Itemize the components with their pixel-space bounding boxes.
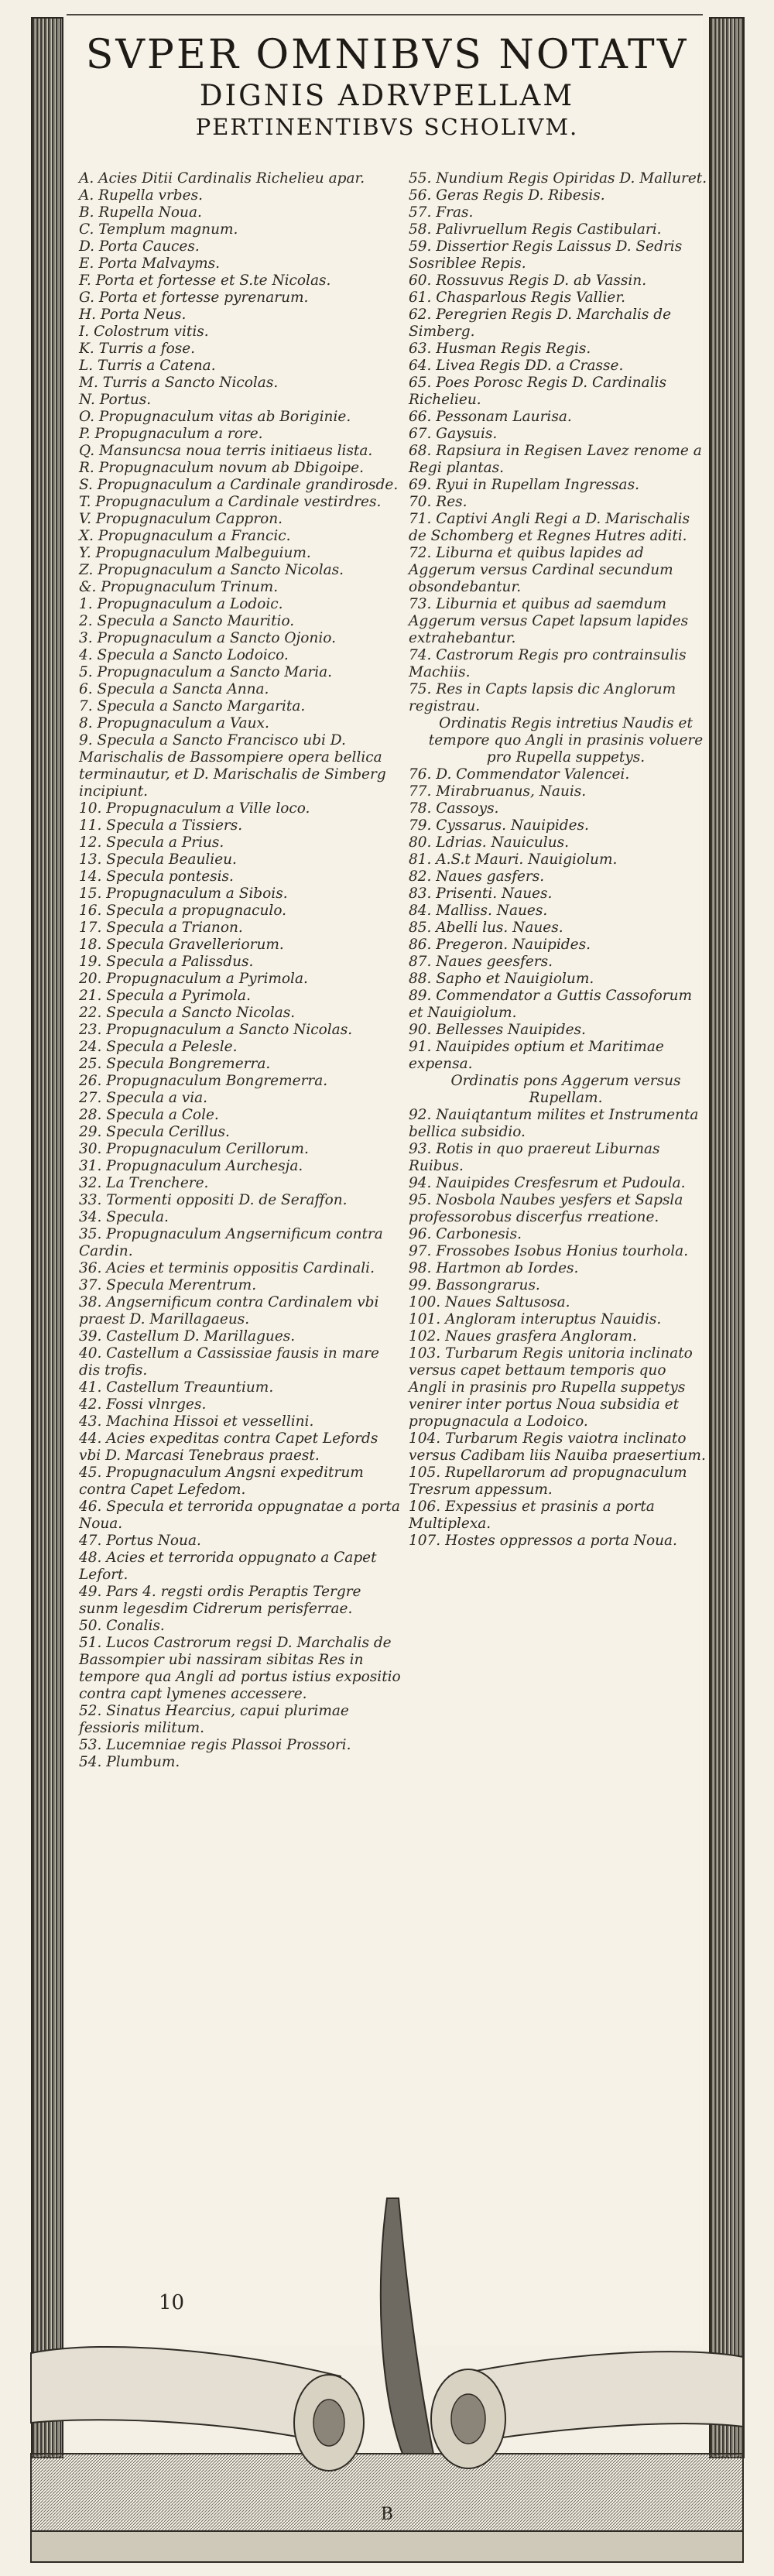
- legend-entry: A. Acies Ditii Cardinalis Richelieu apar.: [79, 170, 365, 187]
- legend-entry: Z. Propugnaculum a Sancto Nicolas.: [79, 562, 344, 578]
- legend-entry: 34. Specula.: [79, 1209, 169, 1225]
- legend-entry: 44. Acies expeditas contra Capet Lefords vbi D. Marcasi Tenebraus praest.: [79, 1430, 378, 1464]
- legend-entry: 11. Specula a Tissiers.: [79, 817, 243, 834]
- legend-entry: H. Porta Neus.: [79, 307, 187, 323]
- legend-entry: 59. Dissertior Regis Laissus D. Sedris Sosriblee Repis.: [409, 238, 683, 272]
- legend-entry: 1. Propugnaculum a Lodoic.: [79, 596, 283, 612]
- legend-entry: 4. Specula a Sancto Lodoico.: [79, 647, 289, 663]
- legend-entry: 15. Propugnaculum a Sibois.: [79, 886, 288, 902]
- legend-entry: 20. Propugnaculum a Pyrimola.: [79, 971, 308, 987]
- right-pillar-border: [709, 17, 745, 2458]
- legend-entry: 12. Specula a Prius.: [79, 834, 224, 851]
- legend-entry: 105. Rupellarorum ad propugnaculum Tresrum appessum.: [409, 1464, 687, 1498]
- legend-entry: 55. Nundium Regis Opiridas D. Malluret.: [409, 170, 707, 187]
- legend-entry: 96. Carbonesis.: [409, 1226, 522, 1242]
- legend-entry: 6. Specula a Sancta Anna.: [79, 681, 269, 697]
- legend-entry: K. Turris a fose.: [79, 341, 196, 357]
- legend-entry: 83. Prisenti. Naues.: [409, 886, 553, 902]
- legend-entry: 68. Rapsiura in Regisen Lavez renome a Regi plantas.: [409, 443, 702, 476]
- legend-entry: 53. Lucemniae regis Plassoi Prossori.: [79, 1737, 351, 1753]
- legend-entry: 70. Res.: [409, 494, 467, 510]
- legend-right-column: [409, 170, 707, 1550]
- legend-entry: F. Porta et fortesse et S.te Nicolas.: [79, 272, 331, 289]
- legend-entry: 99. Bassongrarus.: [409, 1277, 540, 1293]
- legend-entry: Ordinatis Regis intretius Naudis et tempore quo Angli in prasinis voluere pro Rupella suppetys.: [428, 715, 704, 766]
- legend-entry: 67. Gaysuis.: [409, 426, 498, 442]
- legend-entry: 21. Specula a Pyrimola.: [79, 988, 251, 1004]
- legend-entry: 24. Specula a Pelesle.: [79, 1039, 238, 1055]
- legend-entry: 56. Geras Regis D. Ribesis.: [409, 187, 605, 204]
- legend-entry: 50. Conalis.: [79, 1618, 165, 1634]
- legend-entry: 85. Abelli lus. Naues.: [409, 920, 563, 936]
- legend-entry: 63. Husman Regis Regis.: [409, 341, 591, 357]
- legend-entry: O. Propugnaculum vitas ab Boriginie.: [79, 409, 351, 425]
- legend-entry: 46. Specula et terrorida oppugnatae a porta Noua.: [79, 1499, 400, 1532]
- legend-entry: E. Porta Malvayms.: [79, 255, 221, 272]
- legend-entry: 101. Angloram interuptus Nauidis.: [409, 1311, 662, 1327]
- legend-entry: S. Propugnaculum a Cardinale grandirosde.: [79, 477, 399, 493]
- legend-entry: 79. Cyssarus. Nauipides.: [409, 817, 589, 834]
- legend-entry: 25. Specula Bongremerra.: [79, 1056, 271, 1072]
- legend-entry: 39. Castellum D. Marillagues.: [79, 1328, 296, 1345]
- legend-entry: 88. Sapho et Nauigiolum.: [409, 971, 594, 987]
- legend-entry: Y. Propugnaculum Malbeguium.: [79, 545, 311, 561]
- legend-entry: 107. Hostes oppressos a porta Noua.: [409, 1533, 677, 1549]
- legend-entry: 102. Naues grasfera Angloram.: [409, 1328, 637, 1345]
- legend-entry: 74. Castrorum Regis pro contrainsulis Machiis.: [409, 647, 687, 680]
- document-title: [77, 31, 697, 141]
- legend-entry: 78. Cassoys.: [409, 800, 499, 817]
- left-pillar-border: [31, 17, 63, 2458]
- plate-letter: B: [380, 2505, 394, 2524]
- legend-entry: 10. Propugnaculum a Ville loco.: [79, 800, 310, 817]
- legend-entry: L. Turris a Catena.: [79, 358, 216, 374]
- legend-entry: 43. Machina Hissoi et vessellini.: [79, 1413, 314, 1430]
- legend-entry: 82. Naues gasfers.: [409, 868, 545, 885]
- legend-entry: 23. Propugnaculum a Sancto Nicolas.: [79, 1022, 353, 1038]
- legend-entry: 89. Commendator a Guttis Cassoforum et Nauigiolum.: [409, 988, 693, 1021]
- legend-entry: 72. Liburna et quibus lapides ad Aggerum versus Cardinal secundum obsondebantur.: [409, 545, 673, 595]
- title-line-2: DIGNIS ADRVPELLAM: [199, 79, 575, 112]
- legend-entry: B. Rupella Noua.: [79, 204, 202, 221]
- legend-entry: 84. Malliss. Naues.: [409, 903, 548, 919]
- legend-entry: 13. Specula Beaulieu.: [79, 851, 237, 868]
- legend-entry: 77. Mirabruanus, Nauis.: [409, 783, 587, 800]
- legend-entry: 19. Specula a Palissdus.: [79, 954, 254, 970]
- legend-entry: 40. Castellum a Cassissiae fausis in mare dis trofis.: [79, 1345, 379, 1379]
- legend-entry: 87. Naues geesfers.: [409, 954, 553, 970]
- title-line-3: PERTINENTIBVS SCHOLIVM.: [195, 114, 579, 140]
- legend-entry: 104. Turbarum Regis vaiotra inclinato versus Cadibam liis Nauiba praesertium.: [409, 1430, 706, 1464]
- legend-entry: A. Rupella vrbes.: [79, 187, 203, 204]
- legend-entry: 64. Livea Regis DD. a Crasse.: [409, 358, 624, 374]
- legend-entry: Q. Mansuncsa noua terris initiaeus lista.: [79, 443, 373, 459]
- legend-entry: 60. Rossuvus Regis D. ab Vassin.: [409, 272, 647, 289]
- legend-entry: 37. Specula Merentrum.: [79, 1277, 257, 1293]
- legend-entry: 17. Specula a Trianon.: [79, 920, 243, 936]
- legend-entry: 106. Expessius et prasinis a porta Multiplexa.: [409, 1499, 655, 1532]
- legend-entry: I. Colostrum vitis.: [79, 324, 209, 340]
- legend-entry: Ordinatis pons Aggerum versus Rupellam.: [450, 1073, 681, 1106]
- legend-entry: 81. A.S.t Mauri. Nauigiolum.: [409, 851, 618, 868]
- legend-entry: 75. Res in Capts lapsis dic Anglorum registrau.: [409, 681, 676, 714]
- legend-entry: 100. Naues Saltusosa.: [409, 1294, 570, 1310]
- legend-entry: N. Portus.: [79, 392, 152, 408]
- legend-entry: 62. Peregrien Regis D. Marchalis de Simberg.: [409, 307, 672, 340]
- legend-entry: 9. Specula a Sancto Francisco ubi D. Marischalis de Bassompiere opera bellica terminautur, et D. Marischalis de Simberg incipiunt.: [79, 732, 386, 800]
- legend-entry: 32. La Trenchere.: [79, 1175, 209, 1191]
- legend-entry: R. Propugnaculum novum ab Dbigoipe.: [79, 460, 364, 476]
- legend-entry: &. Propugnaculum Trinum.: [79, 579, 279, 595]
- title-line-1: SVPER OMNIBVS NOTATV: [85, 32, 689, 78]
- legend-entry: 76. D. Commendator Valencei.: [409, 766, 630, 783]
- legend-entry: 90. Bellesses Nauipides.: [409, 1022, 586, 1038]
- legend-entry: 103. Turbarum Regis unitoria inclinato versus capet bettaum temporis quo Angli in prasinis pro Rupella suppetys venirer inter portus Noua subsidia et propugnacula a Lodoico.: [409, 1345, 693, 1430]
- legend-entry: 52. Sinatus Hearcius, capui plurimae fessioris militum.: [79, 1703, 349, 1736]
- legend-entry: 22. Specula a Sancto Nicolas.: [79, 1005, 296, 1021]
- legend-entry: 42. Fossi vlnrges.: [79, 1396, 207, 1413]
- legend-entry: 8. Propugnaculum a Vaux.: [79, 715, 269, 731]
- legend-entry: 54. Plumbum.: [79, 1754, 180, 1770]
- legend-entry: D. Porta Cauces.: [79, 238, 200, 255]
- legend-entry: 97. Frossobes Isobus Honius tourhola.: [409, 1243, 689, 1259]
- legend-entry: 31. Propugnaculum Aurchesja.: [79, 1158, 303, 1174]
- legend-entry: 86. Pregeron. Nauipides.: [409, 937, 591, 953]
- legend-entry: 92. Nauiqtantum milites et Instrumenta bellica subsidio.: [409, 1107, 699, 1140]
- legend-entry: 91. Nauipides optium et Maritimae expensa.: [409, 1039, 664, 1072]
- legend-entry: 18. Specula Gravelleriorum.: [79, 937, 284, 953]
- legend-entry: 94. Nauipides Cresfesrum et Pudoula.: [409, 1175, 686, 1191]
- legend-entry: 7. Specula a Sancto Margarita.: [79, 698, 306, 714]
- legend-entry: 29. Specula Cerillus.: [79, 1124, 230, 1140]
- legend-entry: 33. Tormenti oppositi D. de Seraffon.: [79, 1192, 348, 1208]
- legend-entry: 36. Acies et terminis oppositis Cardinali.: [79, 1260, 375, 1276]
- legend-entry: 69. Ryui in Rupellam Ingressas.: [409, 477, 639, 493]
- legend-entry: X. Propugnaculum a Francic.: [79, 528, 291, 544]
- legend-entry: 14. Specula pontesis.: [79, 868, 234, 885]
- legend-entry: 71. Captivi Angli Regi a D. Marischalis de Schomberg et Regnes Hutres aditi.: [409, 511, 690, 544]
- legend-entry: 95. Nosbola Naubes yesfers et Sapsla professorobus discerfus rreatione.: [409, 1192, 683, 1225]
- legend-entry: 47. Portus Noua.: [79, 1533, 201, 1549]
- legend-entry: 49. Pars 4. regsti ordis Peraptis Tergre sunm legesdim Cidrerum perisferrae.: [79, 1584, 361, 1617]
- legend-entry: G. Porta et fortesse pyrenarum.: [79, 289, 309, 306]
- legend-entry: C. Templum magnum.: [79, 221, 238, 238]
- legend-entry: 35. Propugnaculum Angsernificum contra Cardin.: [79, 1226, 383, 1259]
- legend-entry: M. Turris a Sancto Nicolas.: [79, 375, 279, 391]
- legend-entry: 65. Poes Porosc Regis D. Cardinalis Richelieu.: [409, 375, 667, 408]
- legend-entry: 48. Acies et terrorida oppugnato a Capet Lefort.: [79, 1550, 377, 1583]
- legend-entry: T. Propugnaculum a Cardinale vestirdres.: [79, 494, 382, 510]
- legend-entry: 45. Propugnaculum Angsni expeditrum contra Capet Lefedom.: [79, 1464, 364, 1498]
- legend-entry: P. Propugnaculum a rore.: [79, 426, 263, 442]
- legend-entry: 3. Propugnaculum a Sancto Ojonio.: [79, 630, 336, 646]
- legend-entry: 58. Palivruellum Regis Castibulari.: [409, 221, 662, 238]
- legend-entry: V. Propugnaculum Cappron.: [79, 511, 283, 527]
- legend-entry: 38. Angsernificum contra Cardinalem vbi praest D. Marillagaeus.: [79, 1294, 379, 1327]
- legend-entry: 51. Lucos Castrorum regsi D. Marchalis de Bassompier ubi nassiram sibitas Res in tempore qua Angli ad portus istius expositio contra capt lymenes accessere.: [79, 1635, 401, 1702]
- legend-entry: 93. Rotis in quo praereut Liburnas Ruibus.: [409, 1141, 660, 1174]
- legend-entry: 27. Specula a via.: [79, 1090, 208, 1106]
- legend-entry: 66. Pessonam Laurisa.: [409, 409, 572, 425]
- legend-entry: 80. Ldrias. Nauiculus.: [409, 834, 570, 851]
- legend-entry: 73. Liburnia et quibus ad saemdum Aggerum versus Capet lapsum lapides extrahebantur.: [409, 596, 689, 646]
- legend-entry: 16. Specula a propugnaculo.: [79, 903, 287, 919]
- legend-entry: 28. Specula a Cole.: [79, 1107, 219, 1123]
- legend-entry: 26. Propugnaculum Bongremerra.: [79, 1073, 328, 1089]
- legend-entry: 5. Propugnaculum a Sancto Maria.: [79, 664, 333, 680]
- legend-entry: 30. Propugnaculum Cerillorum.: [79, 1141, 309, 1157]
- legend-entry: 41. Castellum Treauntium.: [79, 1379, 274, 1396]
- legend-entry: 61. Chasparlous Regis Vallier.: [409, 289, 626, 306]
- legend-left-column: [79, 170, 402, 1771]
- legend-entry: 2. Specula a Sancto Mauritio.: [79, 613, 295, 629]
- legend-entry: 98. Hartmon ab Iordes.: [409, 1260, 579, 1276]
- page-number: 10: [159, 2291, 185, 2314]
- legend-entry: 57. Fras.: [409, 204, 474, 221]
